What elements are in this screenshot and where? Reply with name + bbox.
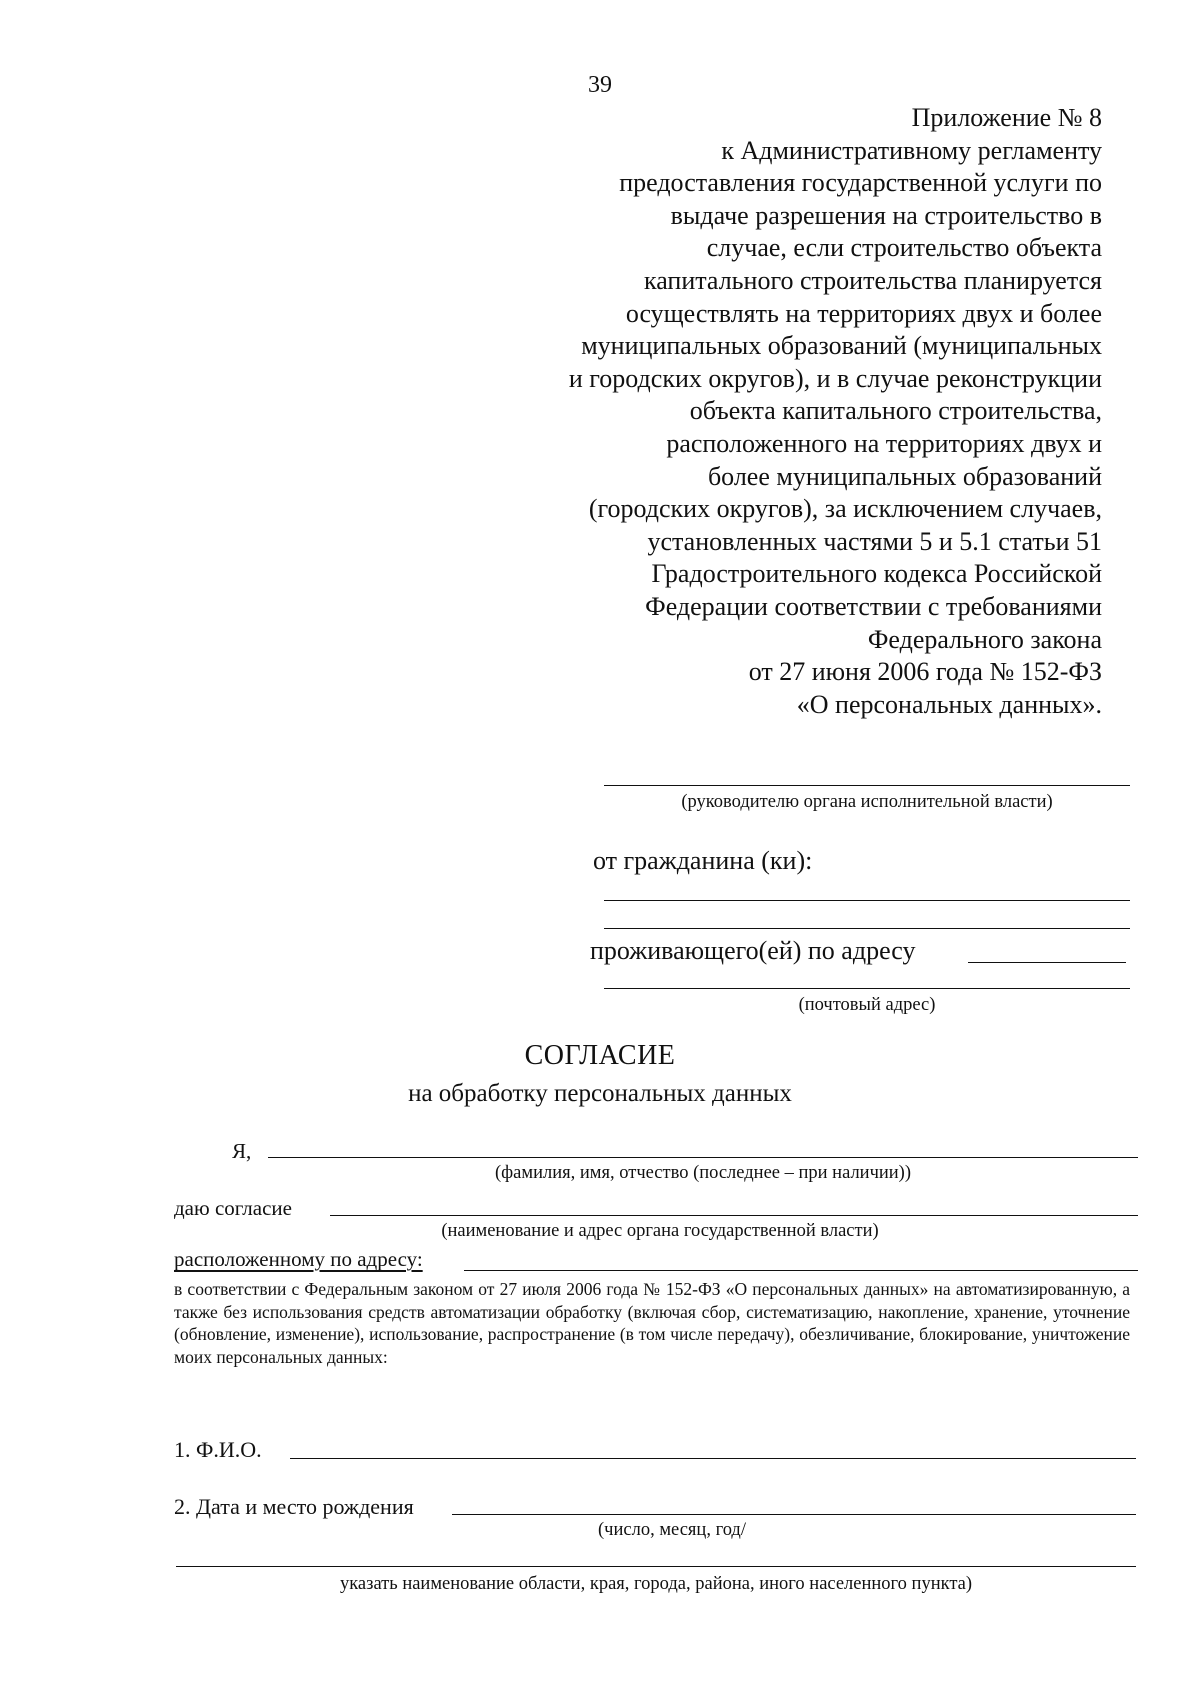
appendix-line: Федерального закона (867, 624, 1102, 654)
citizen-name-line-2[interactable] (604, 928, 1130, 929)
appendix-line: выдаче разрешения на строительство в (670, 200, 1102, 230)
organ-line[interactable] (330, 1215, 1138, 1216)
located-label: расположенному по адресу: (174, 1247, 423, 1271)
appendix-line: от 27 июня 2006 года № 152-ФЗ (748, 657, 1102, 687)
postal-address-line[interactable] (604, 988, 1130, 989)
birth-place-line[interactable] (176, 1566, 1136, 1567)
consent-paragraph: в соответствии с Федеральным законом от 27 июля 2006 года № 152-ФЗ «О персональных данных» на автоматизированную, а также без использования средств автоматизации обработку (включая сбор, систематизацию, накопление, хранение, уточнение (обновление, изменение), использование, распространение (в том числе передачу), обезличивание, блокирование, уничтожение моих персональных данных: (174, 1279, 1130, 1367)
head-caption: (руководителю органа исполнительной власти) (681, 792, 1053, 812)
consent-label: даю согласие (174, 1196, 292, 1220)
citizen-name-line-1[interactable] (604, 900, 1130, 901)
appendix-line: капитального строительства планируется (643, 265, 1102, 295)
appendix-line: предоставления государственной услуги по (619, 168, 1102, 198)
appendix-line: случае, если строительство объекта (706, 233, 1102, 263)
located-address-line[interactable] (464, 1270, 1138, 1271)
document-subtitle: на обработку персональных данных (408, 1080, 792, 1107)
appendix-line: Приложение № 8 (911, 103, 1102, 132)
appendix-header (462, 102, 1102, 721)
residing-label: проживающего(ей) по адресу (590, 936, 916, 965)
appendix-line: Градостроительного кодекса Российской (651, 559, 1102, 589)
appendix-line: более муниципальных образований (707, 461, 1102, 491)
fio-line[interactable] (290, 1458, 1136, 1459)
appendix-line: (городских округов), за исключением случаев, (588, 494, 1102, 524)
full-name-caption: (фамилия, имя, отчество (последнее – при наличии)) (495, 1163, 911, 1183)
organ-caption: (наименование и адрес органа государственной власти) (441, 1221, 879, 1241)
appendix-line: к Административному регламенту (721, 135, 1102, 165)
postal-caption: (почтовый адрес) (798, 995, 936, 1015)
head-blank-line[interactable] (604, 785, 1130, 786)
birth-date-caption: (число, месяц, год/ (598, 1520, 746, 1540)
residing-address-line[interactable] (968, 962, 1126, 963)
i-label: Я, (232, 1139, 252, 1163)
appendix-line: «О персональных данных». (796, 689, 1102, 719)
birth-line[interactable] (452, 1514, 1136, 1515)
page-number: 39 (588, 72, 612, 98)
appendix-line: осуществлять на территориях двух и более (625, 298, 1102, 328)
full-name-line[interactable] (268, 1157, 1138, 1158)
appendix-line: установленных частями 5 и 5.1 статьи 51 (647, 526, 1102, 556)
consent-body-text (174, 1278, 1130, 1368)
appendix-line: муниципальных образований (муниципальных (581, 331, 1102, 361)
from-citizen-label: от гражданина (ки): (593, 846, 813, 875)
appendix-line: и городских округов), и в случае реконструкции (568, 363, 1102, 393)
appendix-line: расположенного на территориях двух и (666, 428, 1102, 458)
birth-place-caption: указать наименование области, края, города, района, иного населенного пункта) (339, 1574, 973, 1594)
appendix-line: объекта капитального строительства, (689, 396, 1102, 426)
fio-label: 1. Ф.И.О. (174, 1437, 262, 1462)
document-title: СОГЛАСИЕ (524, 1040, 676, 1071)
birth-label: 2. Дата и место рождения (174, 1494, 414, 1519)
appendix-line: Федерации соответствии с требованиями (645, 591, 1102, 621)
